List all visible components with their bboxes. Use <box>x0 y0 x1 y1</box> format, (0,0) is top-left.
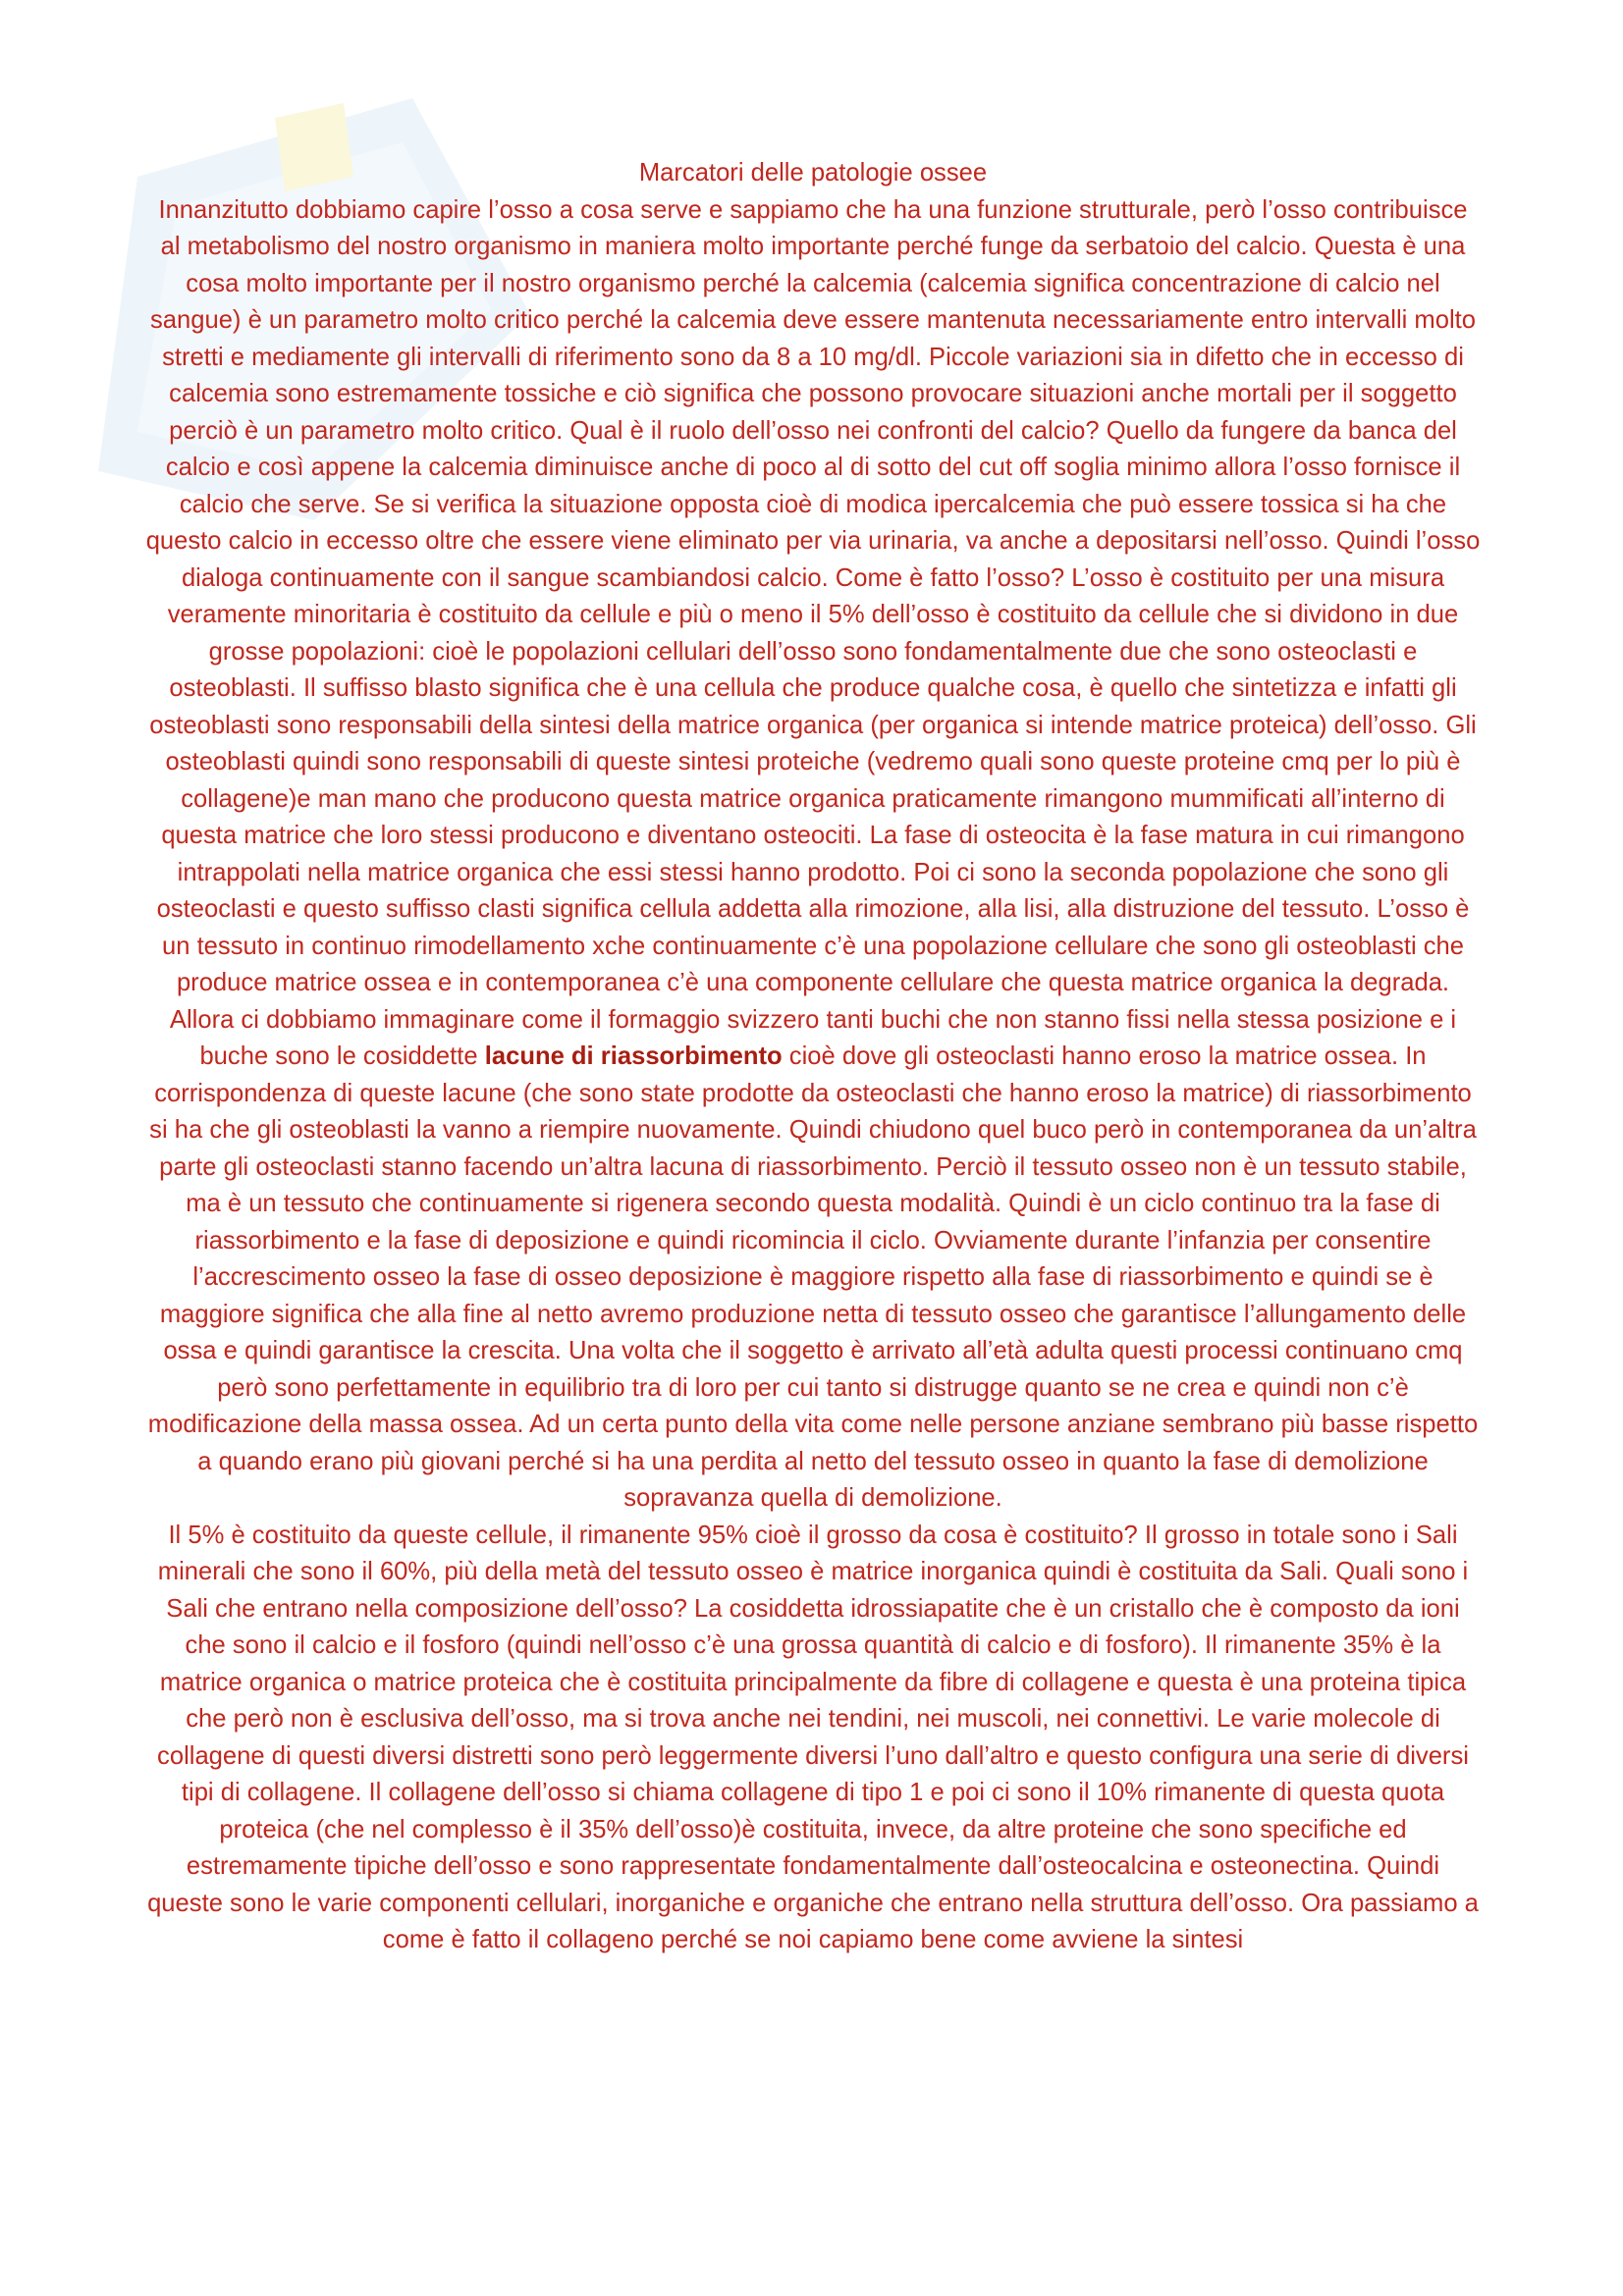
document-title: Marcatori delle patologie ossee <box>638 159 988 187</box>
document-body <box>145 155 1481 1959</box>
paragraph-1 <box>145 192 1481 1518</box>
paragraph-2: Il 5% è costituito da queste cellule, il rimanente 95% cioè il grosso da cosa è costituito? Il grosso in totale sono i Sali minerali che sono il 60%, più della metà del tessuto osseo è matrice inorganica quindi è costituita da Sali. Quali sono i Sali che entrano nella composizione dell’osso? La cosiddetta idrossiapatite che è un cristallo che è composto da ioni che sono il calcio e il fosforo (quindi nell’osso c’è una grossa quantità di calcio e di fosforo). Il rimanente 35% è la matrice organica o matrice proteica che è costituita principalmente da fibre di collagene e questa è una proteina tipica che però non è esclusiva dell’osso, ma si trova anche nei tendini, nei muscoli, nei connettivi. Le varie molecole di collagene di questi diversi distretti sono però leggermente diversi l’uno dall’altro e questo configura una serie di diversi tipi di collagene. Il collagene dell’osso si chiama collagene di tipo 1 e poi ci sono il 10% rimanente di questa quota proteica (che nel complesso è il 35% dell’osso)è costituita, invece, da altre proteine che sono specifiche ed estremamente tipiche dell’osso e sono rappresentate fondamentalmente dall’osteocalcina e osteonectina. Quindi queste sono le varie componenti cellulari, inorganiche e organiche che entrano nella struttura dell’osso. Ora passiamo a come è fatto il collageno perché se noi capiamo bene come avviene la sintesi <box>147 1521 1479 1953</box>
paragraph-1-continuation: cioè dove gli osteoclasti hanno eroso la matrice ossea. In corrispondenza di queste lacune (che sono state prodotte da osteoclasti che hanno eroso la matrice) di riassorbimento si ha che gli osteoblasti la vanno a riempire nuovamente. Quindi chiudono quel buco però in contemporanea da un’altra parte gli osteoclasti stanno facendo un’altra lacuna di riassorbimento. Perciò il tessuto osseo non è un tessuto stabile, ma è un tessuto che continuamente si rigenera secondo questa modalità. Quindi è un ciclo continuo tra la fase di riassorbimento e la fase di deposizione e quindi ricomincia il ciclo. Ovviamente durante l’infanzia per consentire l’accrescimento osseo la fase di osseo deposizione è maggiore rispetto alla fase di riassorbimento e quindi se è maggiore significa che alla fine al netto avremo produzione netta di tessuto osseo che garantisce l’allungamento delle ossa e quindi garantisce la crescita. Una volta che il soggetto è arrivato all’età adulta questi processi continuano cmq però sono perfettamente in equilibrio tra di loro per cui tanto si distrugge quanto se ne crea e quindi non c’è modificazione della massa ossea. Ad un certa punto della vita come nelle persone anziane sembrano più basse rispetto a quando erano più giovani perché si ha una perdita al netto del tessuto osseo in quanto la fase di demolizione sopravanza quella di demolizione. <box>147 1042 1479 1512</box>
highlight-lacune-di-riassorbimento: lacune di riassorbimento <box>484 1042 783 1070</box>
paragraph-1-text: Innanzitutto dobbiamo capire l’osso a cosa serve e sappiamo che ha una funzione strutturale, però l’osso contribuisce al metabolismo del nostro organismo in maniera molto importante perché funge da serbatoio del calcio. Questa è una cosa molto importante per il nostro organismo perché la calcemia (calcemia significa concentrazione di calcio nel sangue) è un parametro molto critico perché la calcemia deve essere mantenuta necessariamente entro intervalli molto stretti e mediamente gli intervalli di riferimento sono da 8 a 10 mg/dl. Piccole variazioni sia in difetto che in eccesso di calcemia sono estremamente tossiche e ciò significa che possono provocare situazioni anche mortali per il soggetto perciò è un parametro molto critico. Qual è il ruolo dell’osso nei confronti del calcio? Quello da fungere da banca del calcio e così appene la calcemia diminuisce anche di poco al di sotto del cut off soglia minimo allora l’osso fornisce il calcio che serve. Se si verifica la situazione opposta cioè di modica ipercalcemia che può essere tossica si ha che questo calcio in eccesso oltre che essere viene eliminato per via urinaria, va anche a depositarsi nell’osso. Quindi l’osso dialoga continuamente con il sangue scambiandosi calcio. Come è fatto l’osso? L’osso è costituito per una misura veramente minoritaria è costituito da cellule e più o meno il 5% dell’osso è costituito da cellule che si dividono in due grosse popolazioni: cioè le popolazioni cellulari dell’osso sono fondamentalmente due che sono osteoclasti e osteoblasti. Il suffisso blasto significa che è una cellula che produce qualche cosa, è quello che sintetizza e infatti gli osteoblasti sono responsabili della sintesi della matrice organica (per organica si intende matrice proteica) dell’osso. Gli osteoblasti quindi sono responsabili di queste sintesi proteiche (vedremo quali sono queste proteine cmq per lo più è collagene)e man mano che producono questa matrice organica praticamente rimangono mummificati all’interno di questa matrice che loro stessi producono e diventano osteociti. La fase di osteocita è la fase matura in cui rimangono intrappolati nella matrice organica che essi stessi hanno prodotto. Poi ci sono la seconda popolazione che sono gli osteoclasti e questo suffisso clasti significa cellula addetta alla rimozione, alla lisi, alla distruzione del tessuto. L’osso è un tessuto in continuo rimodellamento xche continuamente c’è una popolazione cellulare che sono gli osteoblasti che produce matrice ossea e in contemporanea c’è una componente cellulare che questa matrice organica la degrada. Allora ci dobbiamo immaginare come il formaggio svizzero tanti buchi che non stanno fissi nella stessa posizione e i buche sono le cosiddette <box>145 195 1481 1070</box>
